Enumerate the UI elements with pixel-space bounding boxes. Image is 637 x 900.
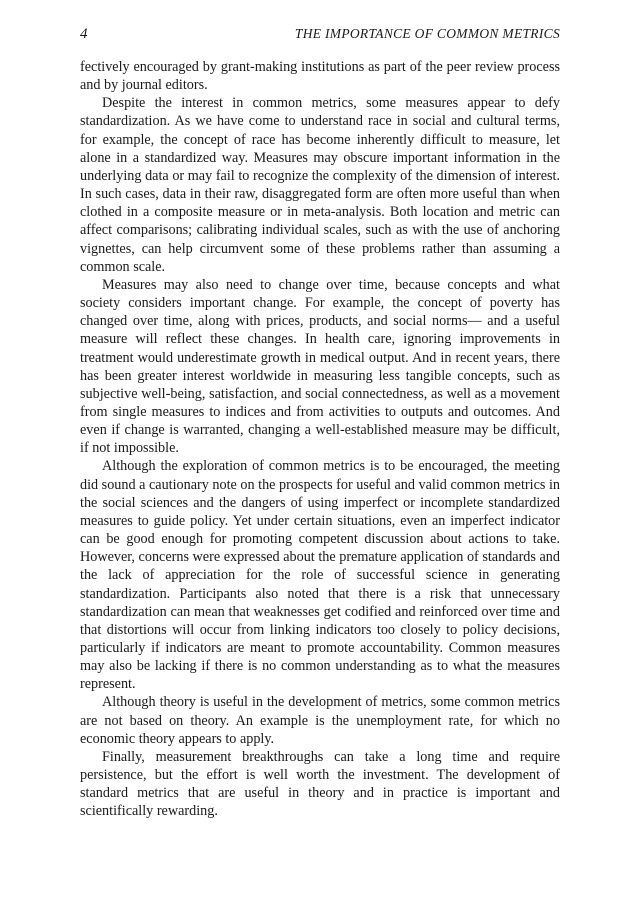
body-text [80, 58, 560, 821]
paragraph-cautionary-note: Although the exploration of common metrics is to be encouraged, the meeting did sound a cautionary note on the prospects for useful and valid common metrics in the social sciences and the dangers of using imperfect or incomplete standardized measures to guide policy. Yet under certain situations, even an imperfect indicator can be good enough for promoting competent discussion about actions to take. However, concerns were expressed about the premature application of standards and the lack of appreciation for the role of successful science in generating standardization. Participants also noted that there is a risk that unnecessary standardization can mean that weaknesses get codified and reinforced over time and that distortions will occur from linking indicators too closely to policy decisions, particularly if indicators are meant to promote accountability. Common measures may also be lacking if there is no common understanding as to what the measures represent. [80, 458, 560, 693]
paragraph-continuation: fectively encouraged by grant-making institutions as part of the peer review process and by journal editors. [80, 59, 560, 94]
page-number: 4 [80, 26, 88, 42]
paragraph-theory: Although theory is useful in the development of metrics, some common metrics are not based on theory. An example is the unemployment rate, for which no economic theory appears to apply. [80, 694, 560, 747]
paragraph-breakthroughs: Finally, measurement breakthroughs can take a long time and require persistence, but the effort is well worth the investment. The development of standard metrics that are useful in theory and in practice is important and scientifically rewarding. [80, 748, 560, 820]
paragraph-change-over-time: Measures may also need to change over time, because concepts and what society considers important change. For example, the concept of poverty has changed over time, along with prices, products, and social norms— and a useful measure will reflect these changes. In health care, ignoring improvements in treatment would underestimate growth in medical output. And in recent years, there has been greater interest worldwide in measuring less tangible concepts, such as subjective well-being, satisfaction, and social connectedness, as well as a movement from single measures to indices and from activities to outputs and outcomes. And even if change is warranted, changing a well-established measure may be difficult, if not impossible. [80, 276, 560, 457]
running-title: THE IMPORTANCE OF COMMON METRICS [294, 26, 560, 41]
paragraph-standardization-limits: Despite the interest in common metrics, some measures appear to defy standardization. As we have come to understand race in social and cultural terms, for example, the concept of race has become inherently difficult to measure, let alone in a standardized way. Measures may obscure important information in the underlying data or may fail to recognize the complexity of the dimension of interest. In such cases, data in their raw, disaggregated form are often more useful than when clothed in a composite measure or in meta-analysis. Both location and metric can affect comparisons; calibrating individual scales, such as with the use of anchoring vignettes, can help circumvent some of these problems rather than assuming a common scale. [80, 95, 560, 275]
running-head [80, 24, 560, 44]
